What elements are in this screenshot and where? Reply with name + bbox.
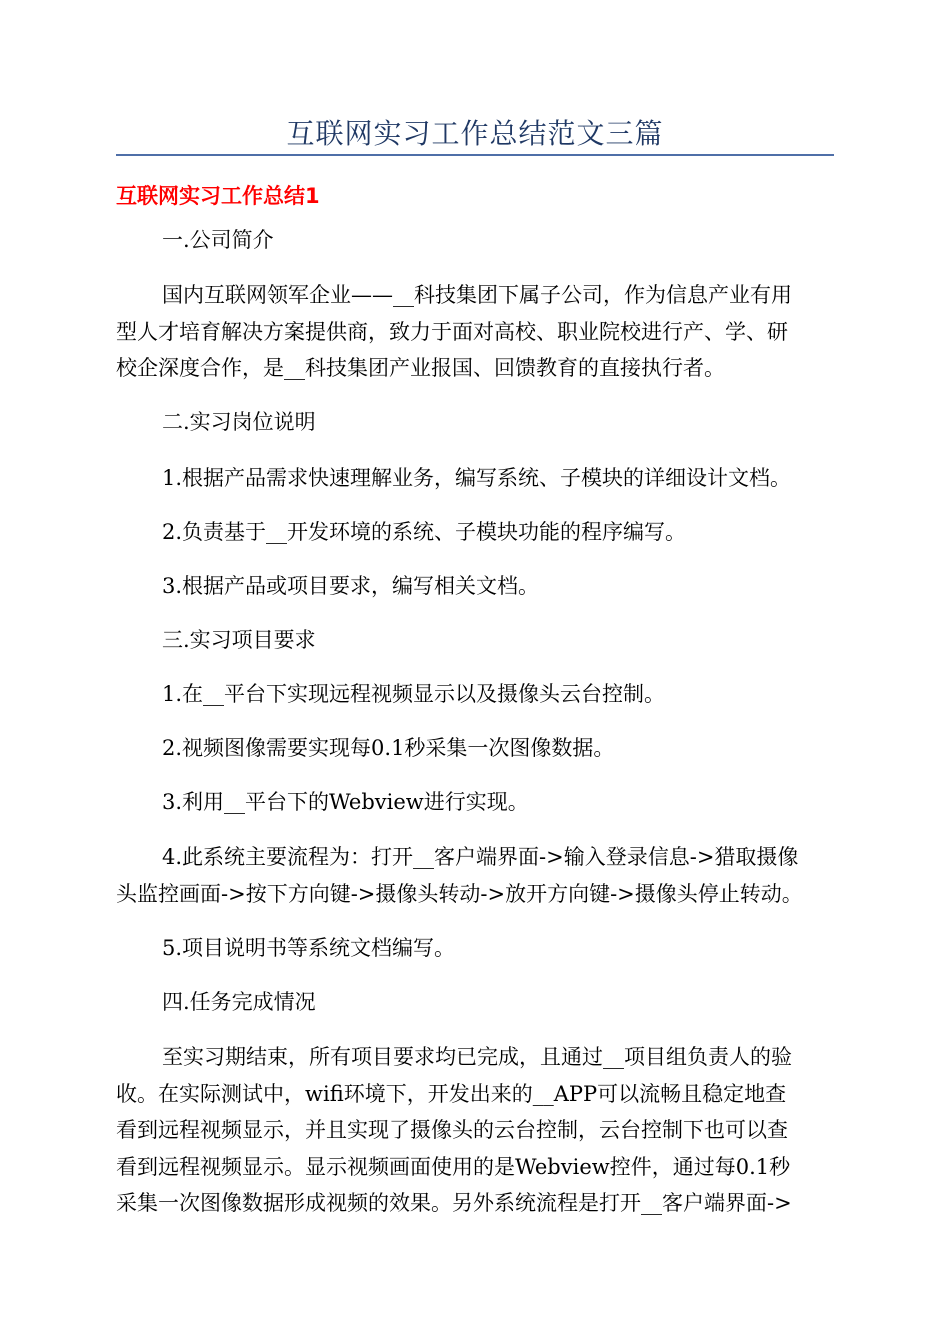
document-title: 互联网实习工作总结范文三篇 <box>286 117 664 150</box>
company-paragraph <box>116 277 834 387</box>
project-item: 2.视频图像需要实现每0.1秒采集一次图像数据。 <box>162 736 615 760</box>
paragraph-line: 国内互联网领军企业——__科技集团下属子公司，作为信息产业有用 <box>162 283 792 307</box>
job-item: 2.负责基于__开发环境的系统、子模块功能的程序编写。 <box>162 520 687 544</box>
completion-heading: 四.任务完成情况 <box>162 990 316 1014</box>
paragraph-line: 型人才培育解决方案提供商，致力于面对高校、职业院校进行产、学、研 <box>116 319 788 344</box>
paragraph-line: 至实习期结束，所有项目要求均已完成，且通过__项目组负责人的验 <box>162 1045 792 1069</box>
job-item: 3.根据产品或项目要求，编写相关文档。 <box>162 574 540 598</box>
company-heading: 一.公司简介 <box>162 228 274 252</box>
job-item: 1.根据产品需求快速理解业务，编写系统、子模块的详细设计文档。 <box>162 466 792 490</box>
project-heading: 三.实习项目要求 <box>162 628 316 652</box>
project-item-flow <box>116 839 834 912</box>
paragraph-line: 收。在实际测试中，wifi环境下，开发出来的__APP可以流畅且稳定地查 <box>116 1081 787 1106</box>
project-item: 1.在__平台下实现远程视频显示以及摄像头云台控制。 <box>162 682 666 706</box>
title-underline <box>116 154 834 156</box>
section-heading: 互联网实习工作总结1 <box>116 184 320 208</box>
paragraph-line: 4.此系统主要流程为：打开__客户端界面->输入登录信息->猎取摄像 <box>162 845 799 869</box>
project-item: 3.利用__平台下的Webview进行实现。 <box>162 790 529 814</box>
paragraph-line: 校企深度合作，是__科技集团产业报国、回馈教育的直接执行者。 <box>116 356 725 380</box>
job-heading: 二.实习岗位说明 <box>162 410 316 434</box>
project-item: 5.项目说明书等系统文档编写。 <box>162 936 456 960</box>
completion-paragraph <box>116 1039 834 1222</box>
paragraph-line: 头监控画面->按下方向键->摄像头转动->放开方向键->摄像头停止转动。 <box>116 881 803 906</box>
paragraph-line: 看到远程视频显示。显示视频画面使用的是Webview控件，通过每0.1秒 <box>116 1154 791 1179</box>
paragraph-line: 采集一次图像数据形成视频的效果。另外系统流程是打开__客户端界面-> <box>116 1191 792 1215</box>
paragraph-line: 看到远程视频显示，并且实现了摄像头的云台控制，云台控制下也可以查 <box>116 1118 788 1142</box>
